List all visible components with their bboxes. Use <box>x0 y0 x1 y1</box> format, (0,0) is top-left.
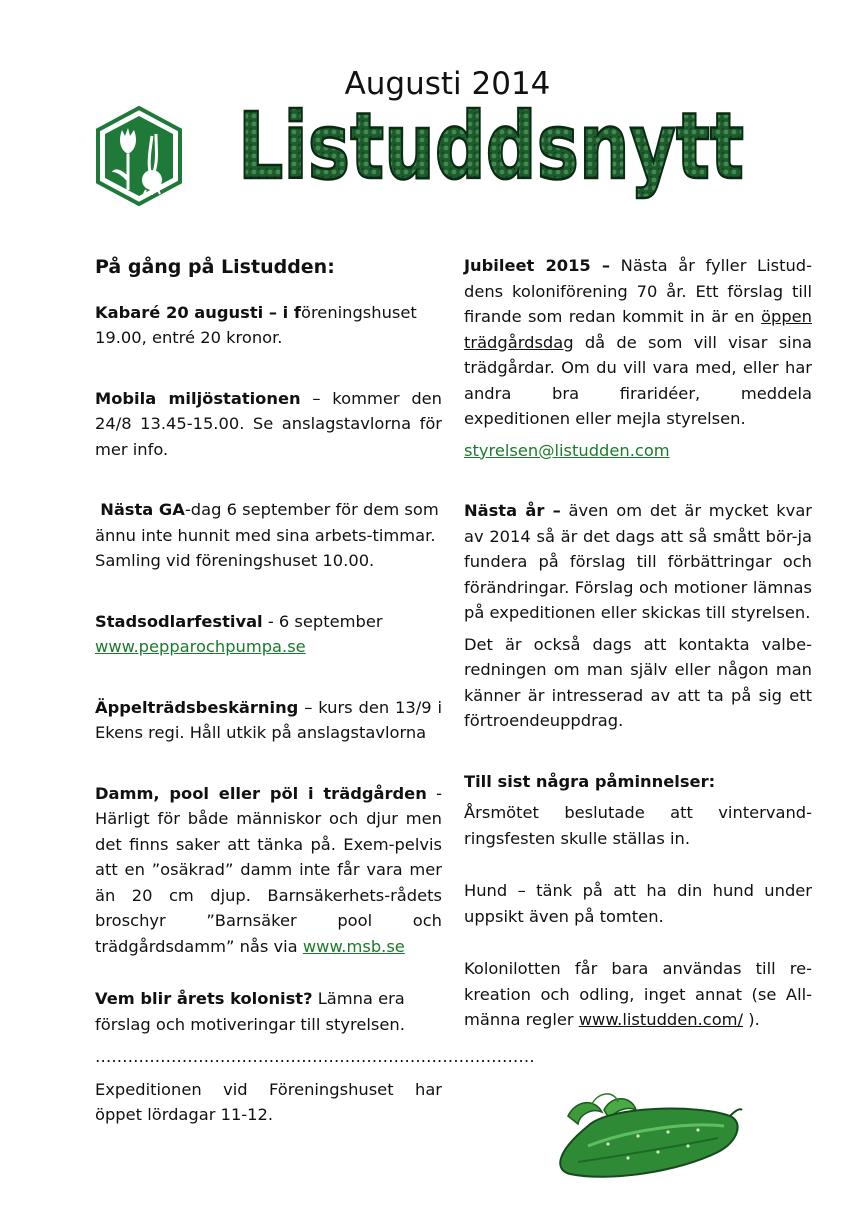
valberedning-item: Det är också dags att kontakta valbe-redningen om man själv eller någon man känner är intresserad av att ta på sig ett förtroendeuppdrag. <box>464 634 812 730</box>
title-text: Listuddsnytt <box>238 93 744 200</box>
left-heading: På gång på Listudden: <box>95 256 335 278</box>
festival-item: Stadsodlarfestival - 6 september www.pepparochpumpa.se <box>95 611 383 656</box>
kabare-item: Kabaré 20 augusti – i föreningshuset 19.00, entré 20 kronor. <box>95 302 417 347</box>
ga-item: Nästa GA-dag 6 september för dem som ännu inte hunnit med sina arbets-timmar. Samling vid föreningshuset 10.00. <box>95 500 439 570</box>
msb-link[interactable]: www.msb.se <box>302 936 405 956</box>
apple-item: Äppelträdsbeskärning – kurs den 13/9 i Ekens regi. Håll utkik på anslagstavlorna <box>95 697 442 742</box>
expedition-hours: Expeditionen vid Föreningshuset har öppet lördagar 11-12. <box>95 1079 442 1124</box>
left-column <box>95 255 535 1128</box>
cucumber-icon <box>548 1086 744 1186</box>
styrelsen-email-link[interactable]: styrelsen@listudden.com <box>464 440 670 460</box>
reminders-heading: Till sist några påminnelser: <box>464 771 716 791</box>
damm-item: Damm, pool eller pöl i trädgården - Härligt för både människor och djur men det finns saker att tänka på. Exem-pelvis att en ”osäkrad” damm inte får vara mer än 20 cm djup. Barnsäkerhets-rådets broschyr ”Barnsäker pool och trädgårdsdamm” nås via www.msb.se <box>95 783 442 956</box>
newsletter-title <box>234 93 754 200</box>
right-column <box>464 253 812 1033</box>
dotted-divider: ……………………………………………………………………… <box>95 1047 535 1066</box>
listudden-link[interactable]: www.listudden.com/ <box>578 1010 744 1029</box>
issue-month: Augusti 2014 <box>344 66 551 102</box>
tulip-logo-icon <box>96 106 182 206</box>
jubileet-item: Jubileet 2015 – Nästa år fyller Listud-dens koloniförening 70 år. Ett förslag till firande som redan kommit in är en öppen trädgårdsdag då de som vill visar sina trädgårdar. Om du vill vara med, eller har andra bra firaridéer, meddela expeditionen eller mejla styrelsen. <box>464 256 812 428</box>
pepparochpumpa-link[interactable]: www.pepparochpumpa.se <box>95 637 306 656</box>
hund-reminder: Hund – tänk på att ha din hund under uppsikt även på tomten. <box>464 881 812 926</box>
kolonilott-reminder: Kolonilotten får bara användas till re-kreation och odling, inget annat (se All-männa regler www.listudden.com/ ). <box>464 959 812 1029</box>
mobila-item: Mobila miljöstationen – kommer den 24/8 13.45-15.00. Se anslagstavlorna för mer info. <box>95 388 442 459</box>
nasta-ar-item: Nästa år – även om det är mycket kvar av 2014 så är det dags att så smått bör-ja fundera på förslag till förbättringar och förändringar. Förslag och motioner lämnas på expeditionen eller skickas till styrelsen. <box>464 501 812 622</box>
kolonist-item: Vem blir årets kolonist? Lämna era förslag och motiveringar till styrelsen. <box>95 989 405 1034</box>
arsmote-reminder: Årsmötet beslutade att vintervand-ringsfesten skulle ställas in. <box>464 803 812 848</box>
